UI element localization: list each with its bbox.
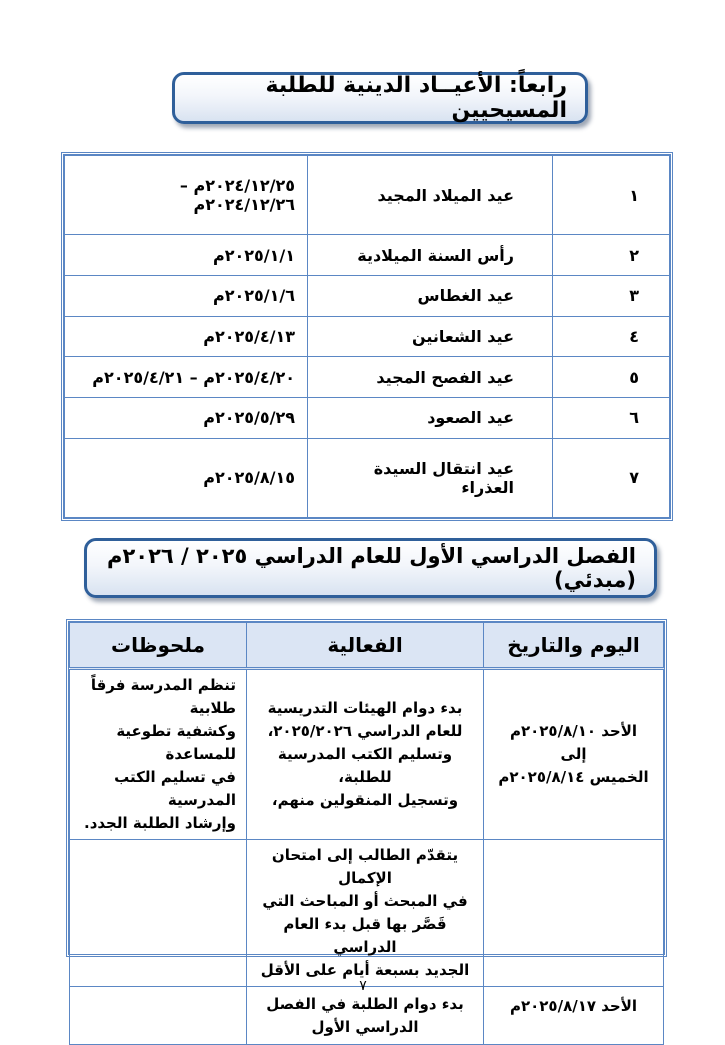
header-activity: الفعالية xyxy=(247,623,484,669)
holidays-table-frame xyxy=(61,152,673,521)
notes-line: في تسليم الكتب المدرسية xyxy=(114,768,236,809)
table-row xyxy=(65,156,670,235)
notes-line: تنظم المدرسة فرقاً طلابية xyxy=(90,676,236,717)
table-row xyxy=(65,275,670,316)
table-row xyxy=(65,438,670,517)
table-row xyxy=(70,840,664,987)
day-date-cell xyxy=(484,987,664,1045)
holiday-date: ٢٠٢٥/٥/٢٩م xyxy=(65,398,308,439)
activity-cell xyxy=(247,840,484,987)
activity-cell xyxy=(247,987,484,1045)
activity-line: بدء دوام الهيئات التدريسية xyxy=(267,699,463,717)
holiday-number: ٣ xyxy=(553,275,670,316)
first-semester-title xyxy=(84,538,657,598)
activity-line: في المبحث أو المباحث التي xyxy=(262,892,468,910)
table-row xyxy=(70,669,664,840)
notes-cell xyxy=(70,669,247,840)
holiday-name: عيد الميلاد المجيد xyxy=(308,156,553,235)
table-row xyxy=(65,398,670,439)
notes-cell xyxy=(70,840,247,987)
holiday-number: ٢ xyxy=(553,235,670,276)
holiday-number: ٧ xyxy=(553,438,670,517)
activity-line: الجديد بسبعة أيام على الأقل xyxy=(260,961,470,979)
table-row xyxy=(70,987,664,1045)
holiday-name: رأس السنة الميلادية xyxy=(308,235,553,276)
holiday-date: ٢٠٢٥/١/١م xyxy=(65,235,308,276)
holiday-number: ٦ xyxy=(553,398,670,439)
activity-line: قَصَّر بها قبل بدء العام الدراسي xyxy=(283,915,447,956)
holiday-name: عيد الصعود xyxy=(308,398,553,439)
day-date-line: إلى xyxy=(560,745,587,763)
day-date-line: الخميس ٢٠٢٥/٨/١٤م xyxy=(498,768,649,786)
notes-line: وإرشاد الطلبة الجدد. xyxy=(84,814,236,832)
section-four-title-text: رابعاً: الأعيــاد الدينية للطلبة المسيحيين xyxy=(265,73,567,123)
holiday-date: ٢٠٢٥/٤/٢٠م – ٢٠٢٥/٤/٢١م xyxy=(65,357,308,398)
header-notes: ملحوظات xyxy=(70,623,247,669)
table-row xyxy=(65,357,670,398)
header-day-date: اليوم والتاريخ xyxy=(484,623,664,669)
day-date-cell xyxy=(484,840,664,987)
activity-line: وتسجيل المنقولين منهم، xyxy=(271,791,459,809)
holiday-date: ٢٠٢٤/١٢/٢٥م – ٢٠٢٤/١٢/٢٦م xyxy=(65,156,308,235)
notes-cell xyxy=(70,987,247,1045)
day-date-cell xyxy=(484,669,664,840)
page-number: ٧ xyxy=(359,978,367,994)
holiday-date: ٢٠٢٥/١/٦م xyxy=(65,275,308,316)
holiday-number: ٤ xyxy=(553,316,670,357)
activity-line: وتسليم الكتب المدرسية للطلبة، xyxy=(277,745,453,786)
holiday-name: عيد انتقال السيدة العذراء xyxy=(308,438,553,517)
day-date-line: الأحد ٢٠٢٥/٨/١٠م xyxy=(509,722,638,740)
holiday-date: ٢٠٢٥/٨/١٥م xyxy=(65,438,308,517)
holiday-number: ١ xyxy=(553,156,670,235)
table-row xyxy=(65,316,670,357)
activity-line: يتقدّم الطالب إلى امتحان الإكمال xyxy=(271,846,459,887)
first-semester-title-text: الفصل الدراسي الأول للعام الدراسي ٢٠٢٥ / ٢٠٢٦م (مبدئي) xyxy=(107,544,636,592)
activity-line: للعام الدراسي ٢٠٢٥/٢٠٢٦، xyxy=(267,722,463,740)
activity-line: الدراسي الأول xyxy=(311,1017,419,1036)
notes-line: وكشفية تطوعية للمساعدة xyxy=(116,722,236,763)
holiday-number: ٥ xyxy=(553,357,670,398)
holiday-name: عيد الشعانين xyxy=(308,316,553,357)
holiday-name: عيد الفصح المجيد xyxy=(308,357,553,398)
holidays-table xyxy=(64,155,670,518)
holiday-date: ٢٠٢٥/٤/١٣م xyxy=(65,316,308,357)
activity-cell xyxy=(247,669,484,840)
holiday-name: عيد الغطاس xyxy=(308,275,553,316)
table-header-row xyxy=(70,623,664,669)
section-four-title xyxy=(172,72,588,124)
table-row xyxy=(65,235,670,276)
activity-line: بدء دوام الطلبة في الفصل xyxy=(266,994,464,1013)
day-date-line: الأحد ٢٠٢٥/٨/١٧م xyxy=(509,997,638,1015)
schedule-table-frame xyxy=(66,619,667,1036)
